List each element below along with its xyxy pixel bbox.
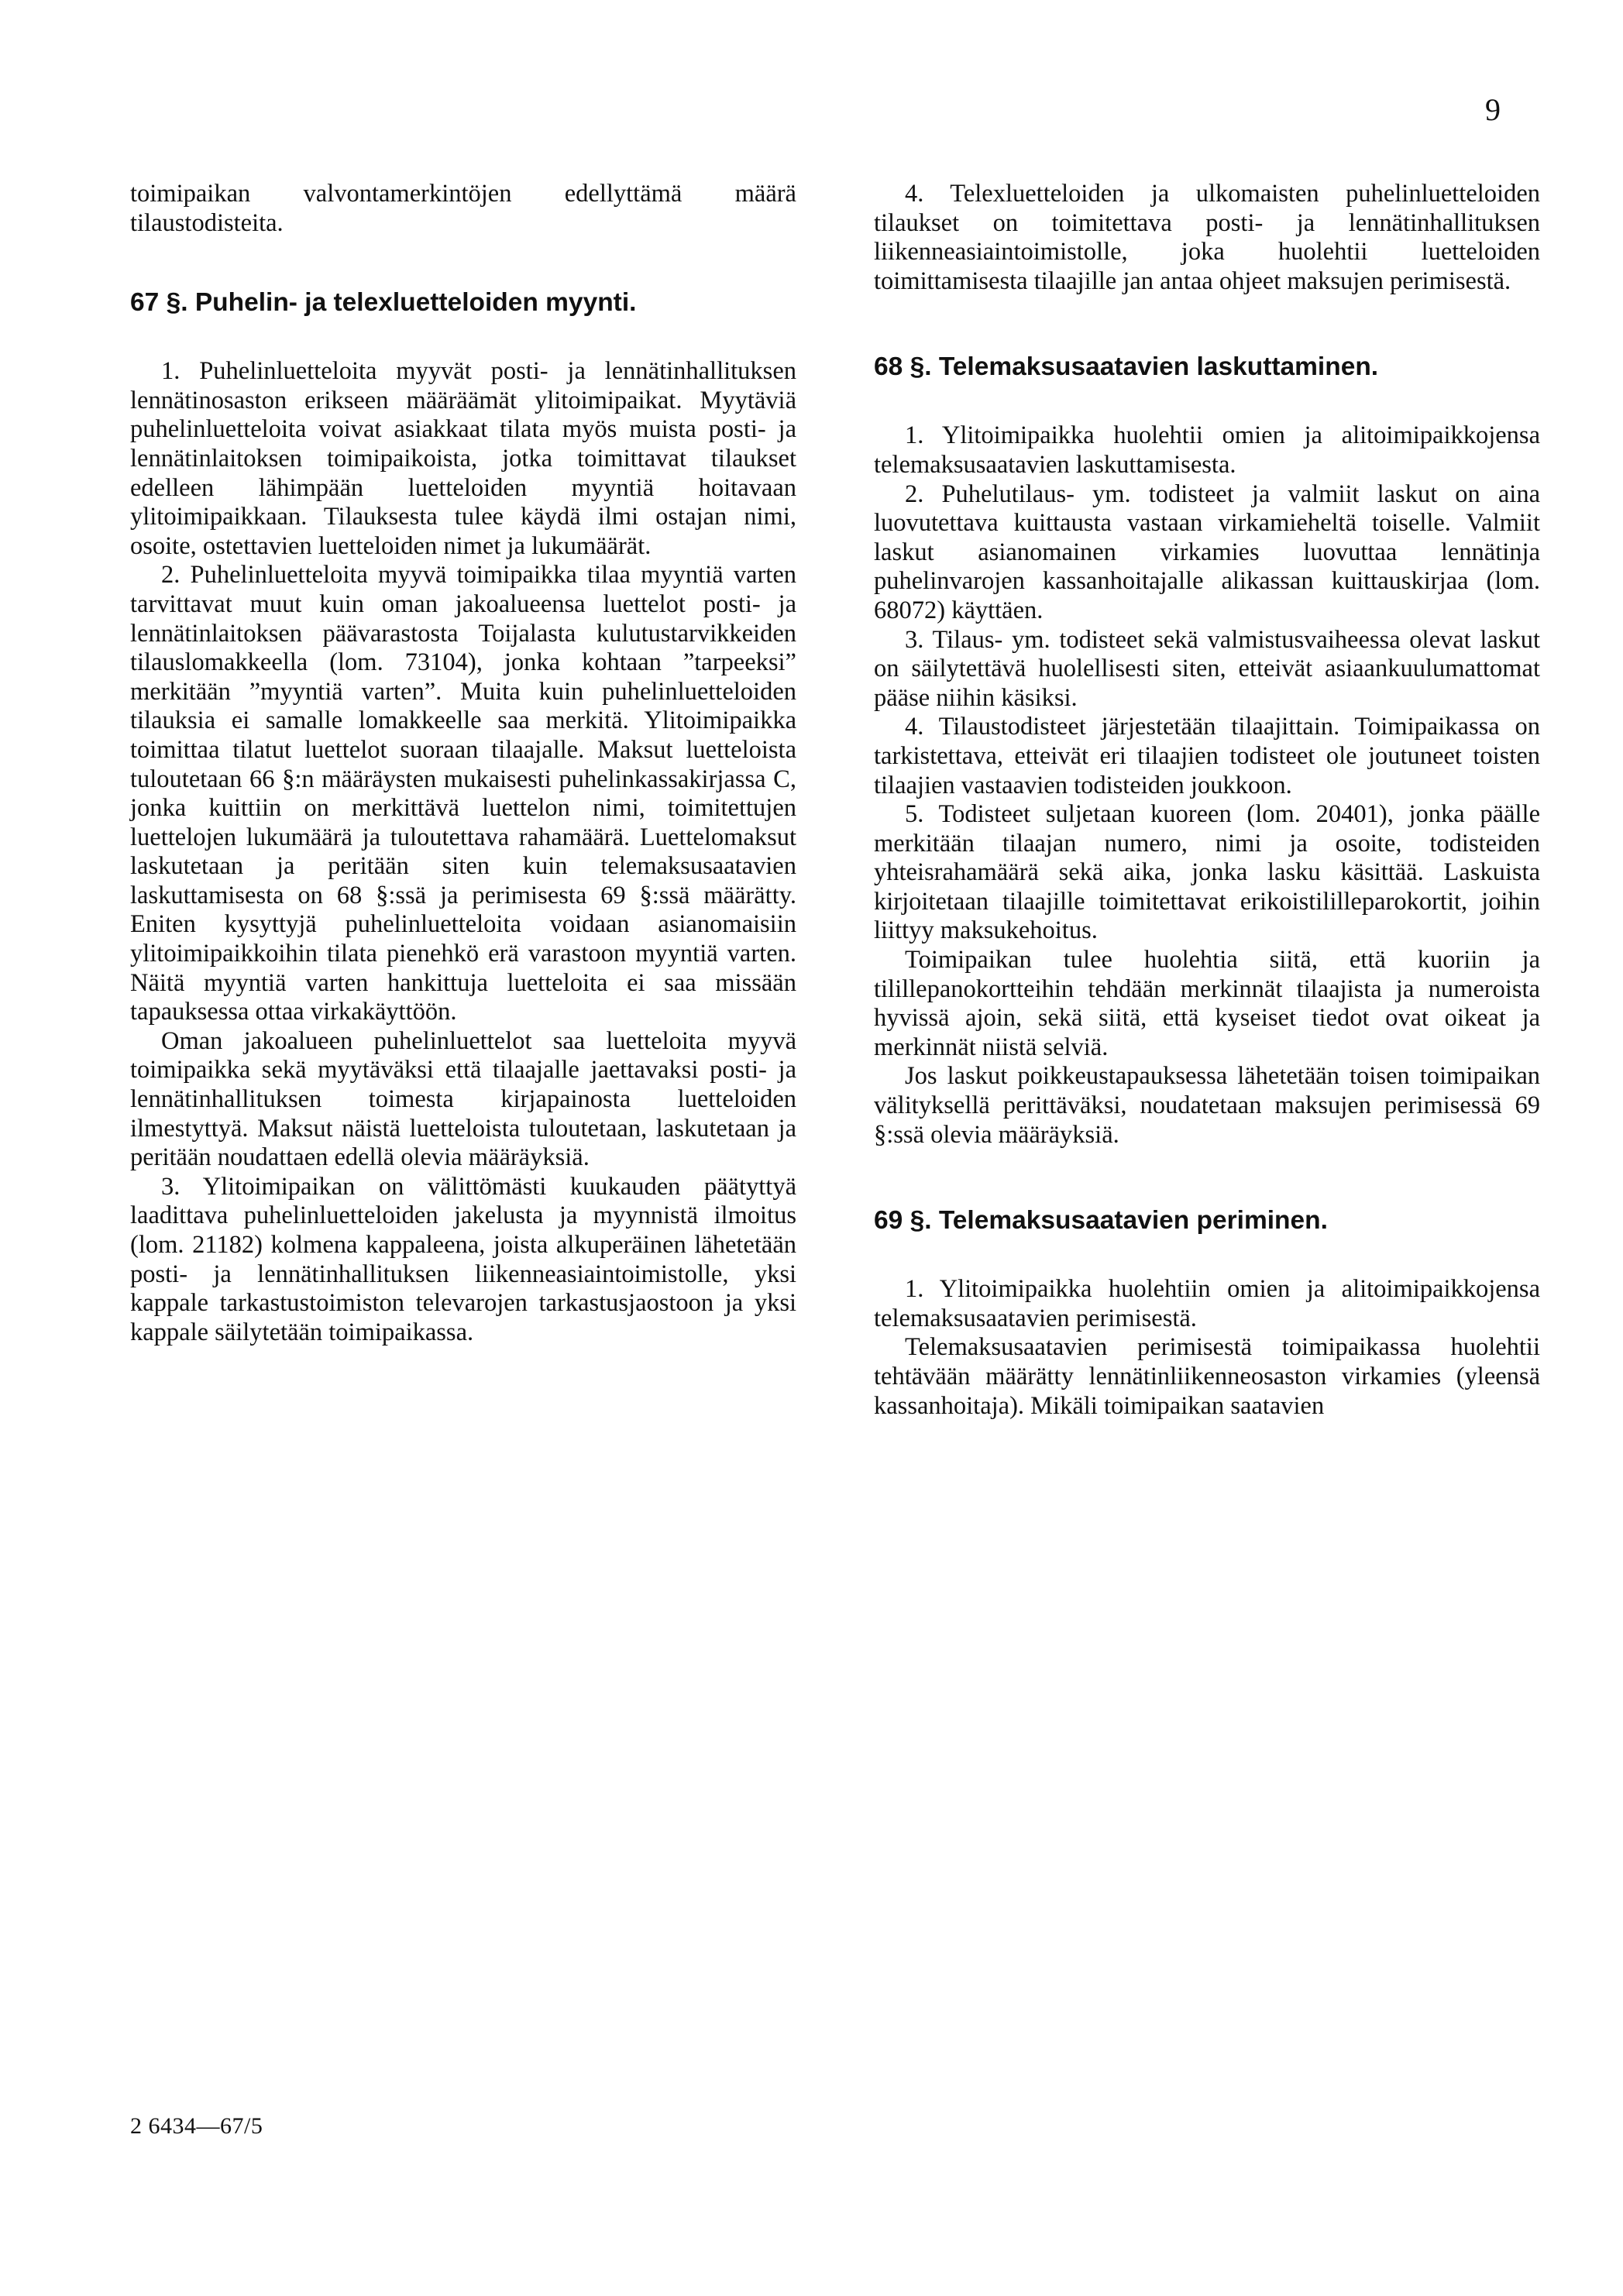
paragraph: 1. Ylitoimipaikka huolehtiin omien ja alitoimipaikkojensa telemaksusaatavien perimisestä. [874, 1275, 1540, 1332]
section-heading-69: 69 §. Telemaksusaatavien periminen. [874, 1206, 1328, 1236]
paragraph: Telemaksusaatavien perimisestä toimipaikassa huolehtii tehtävään määrätty lennätinliikenneosaston virkamies (yleensä kassanhoitaja). Mikäli toimipaikan saatavien [874, 1333, 1540, 1420]
paragraph: 1. Puhelinluetteloita myyvät posti- ja lennätinhallituksen lennätinosaston erikseen määräämät ylitoimipaikat. Myytäviä puhelinluetteloita voivat asiakkaat tilata myös muista posti- ja lennätinlaitoksen toimipaikoista, jotka toimittavat tilaukset edelleen lähimpään luetteloiden myyntiä hoitavaan ylitoimipaikkaan. Tilauksesta tulee käydä ilmi ostajan nimi, osoite, ostettavien luetteloiden nimet ja lukumäärät. [130, 357, 796, 560]
paragraph: Toimipaikan tulee huolehtia siitä, että kuoriin ja tilillepanokortteihin tehdään merkinnät tilaajista ja numeroista hyvissä ajoin, sekä siitä, että kyseiset tiedot ovat oikeat ja merkinnät niistä selviä. [874, 946, 1540, 1061]
paragraph: 3. Tilaus- ym. todisteet sekä valmistusvaiheessa olevat laskut on säilytettävä huolellisesti siten, etteivät asiaankuulumattomat pääse niihin käsiksi. [874, 625, 1540, 712]
paragraph: 4. Telexluetteloiden ja ulkomaisten puhelinluetteloiden tilaukset on toimitettava posti- ja lennätinhallituksen liikenneasiaintoimistolle, joka huolehtii luetteloiden toimittamisesta tilaajille jan antaa ohjeet maksujen perimisestä. [874, 180, 1540, 295]
left-column [130, 180, 796, 1347]
paragraph: 4. Tilaustodisteet järjestetään tilaajittain. Toimipaikassa on tarkistettava, etteivät eri tilaajien todisteet ole joutuneet toisten tilaajien vastaavien todisteiden joukkoon. [874, 713, 1540, 799]
section-heading-67: 67 §. Puhelin- ja telexluetteloiden myynti. [130, 288, 637, 318]
print-code-footer: 2 6434—67/5 [130, 2113, 263, 2139]
paragraph: 5. Todisteet suljetaan kuoreen (lom. 20401), jonka päälle merkitään tilaajan numero, nimi ja osoite, todisteiden yhteisrahamäärä sekä aika, jonka lasku käsittää. Laskuista kirjoitetaan tilaajille toimitettavat erikoistililleparokortit, joihin liittyy maksukehoitus. [874, 800, 1540, 945]
paragraph: Oman jakoalueen puhelinluettelot saa luetteloita myyvä toimipaikka sekä myytäväksi että tilaajalle jaettavaksi posti- ja lennätinhallituksen toimesta kirjapainosta luetteloiden ilmestyttyä. Maksut näistä luetteloista tuloutetaan, laskutetaan ja peritään noudattaen edellä olevia määräyksiä. [130, 1026, 796, 1172]
section-heading-68: 68 §. Telemaksusaatavien laskuttaminen. [874, 352, 1379, 382]
paragraph: toimipaikan valvontamerkintöjen edellyttämä määrä tilaustodisteita. [130, 180, 796, 237]
paragraph: Jos laskut poikkeustapauksessa lähetetään toisen toimipaikan välityksellä perittäväksi, noudatetaan maksujen perimisessä 69 §:ssä olevia määräyksiä. [874, 1062, 1540, 1149]
right-column [874, 180, 1540, 1421]
page-number: 9 [1485, 92, 1501, 127]
paragraph: 2. Puhelinluetteloita myyvä toimipaikka tilaa myyntiä varten tarvittavat muut kuin oman jakoalueensa luettelot posti- ja lennätinlaitoksen päävarastosta Toijalasta kulutustarvikkeiden tilauslomakkeella (lom. 73104), jonka kohtaan ”tarpeeksi” merkitään ”myyntiä varten”. Muita kuin puhelinluetteloiden tilauksia ei samalle lomakkeelle saa merkitä. Ylitoimipaikka toimittaa tilatut luettelot suoraan tilaajalle. Maksut luetteloista tuloutetaan 66 §:n määräysten mukaisesti puhelinkassakirjassa C, jonka kuittiin on merkittävä luettelon nimi, toimitettujen luettelojen lukumäärä ja tuloutettava rahamäärä. Luettelomaksut laskutetaan ja peritään siten kuin telemaksusaatavien laskuttamisesta on 68 §:ssä ja perimisesta 69 §:ssä määrätty. Eniten kysyttyjä puhelinluetteloita voidaan asianomaisiin ylitoimipaikkoihin tilata pienehkö erä varastoon myyntiä varten. Näitä myyntiä varten hankittuja luetteloita ei saa missään tapauksessa ottaa virkakäyttöön. [130, 561, 796, 1026]
paragraph: 2. Puhelutilaus- ym. todisteet ja valmiit laskut on aina luovutettava kuittausta vastaan virkamieheltä toiselle. Valmiit laskut asianomainen virkamies luovuttaa lennätinja puhelinvarojen kassanhoitajalle alikassan kuittauskirjaa (lom. 68072) käyttäen. [874, 479, 1540, 624]
paragraph: 3. Ylitoimipaikan on välittömästi kuukauden päätyttyä laadittava puhelinluetteloiden jakelusta ja myynnistä ilmoitus (lom. 21182) kolmena kappaleena, joista alkuperäinen lähetetään posti- ja lennätinhallituksen liikenneasiaintoimistolle, yksi kappale tarkastustoimiston televarojen tarkastusjaostoon ja yksi kappale säilytetään toimipaikassa. [130, 1172, 796, 1346]
paragraph: 1. Ylitoimipaikka huolehtii omien ja alitoimipaikkojensa telemaksusaatavien laskuttamisesta. [874, 421, 1540, 479]
